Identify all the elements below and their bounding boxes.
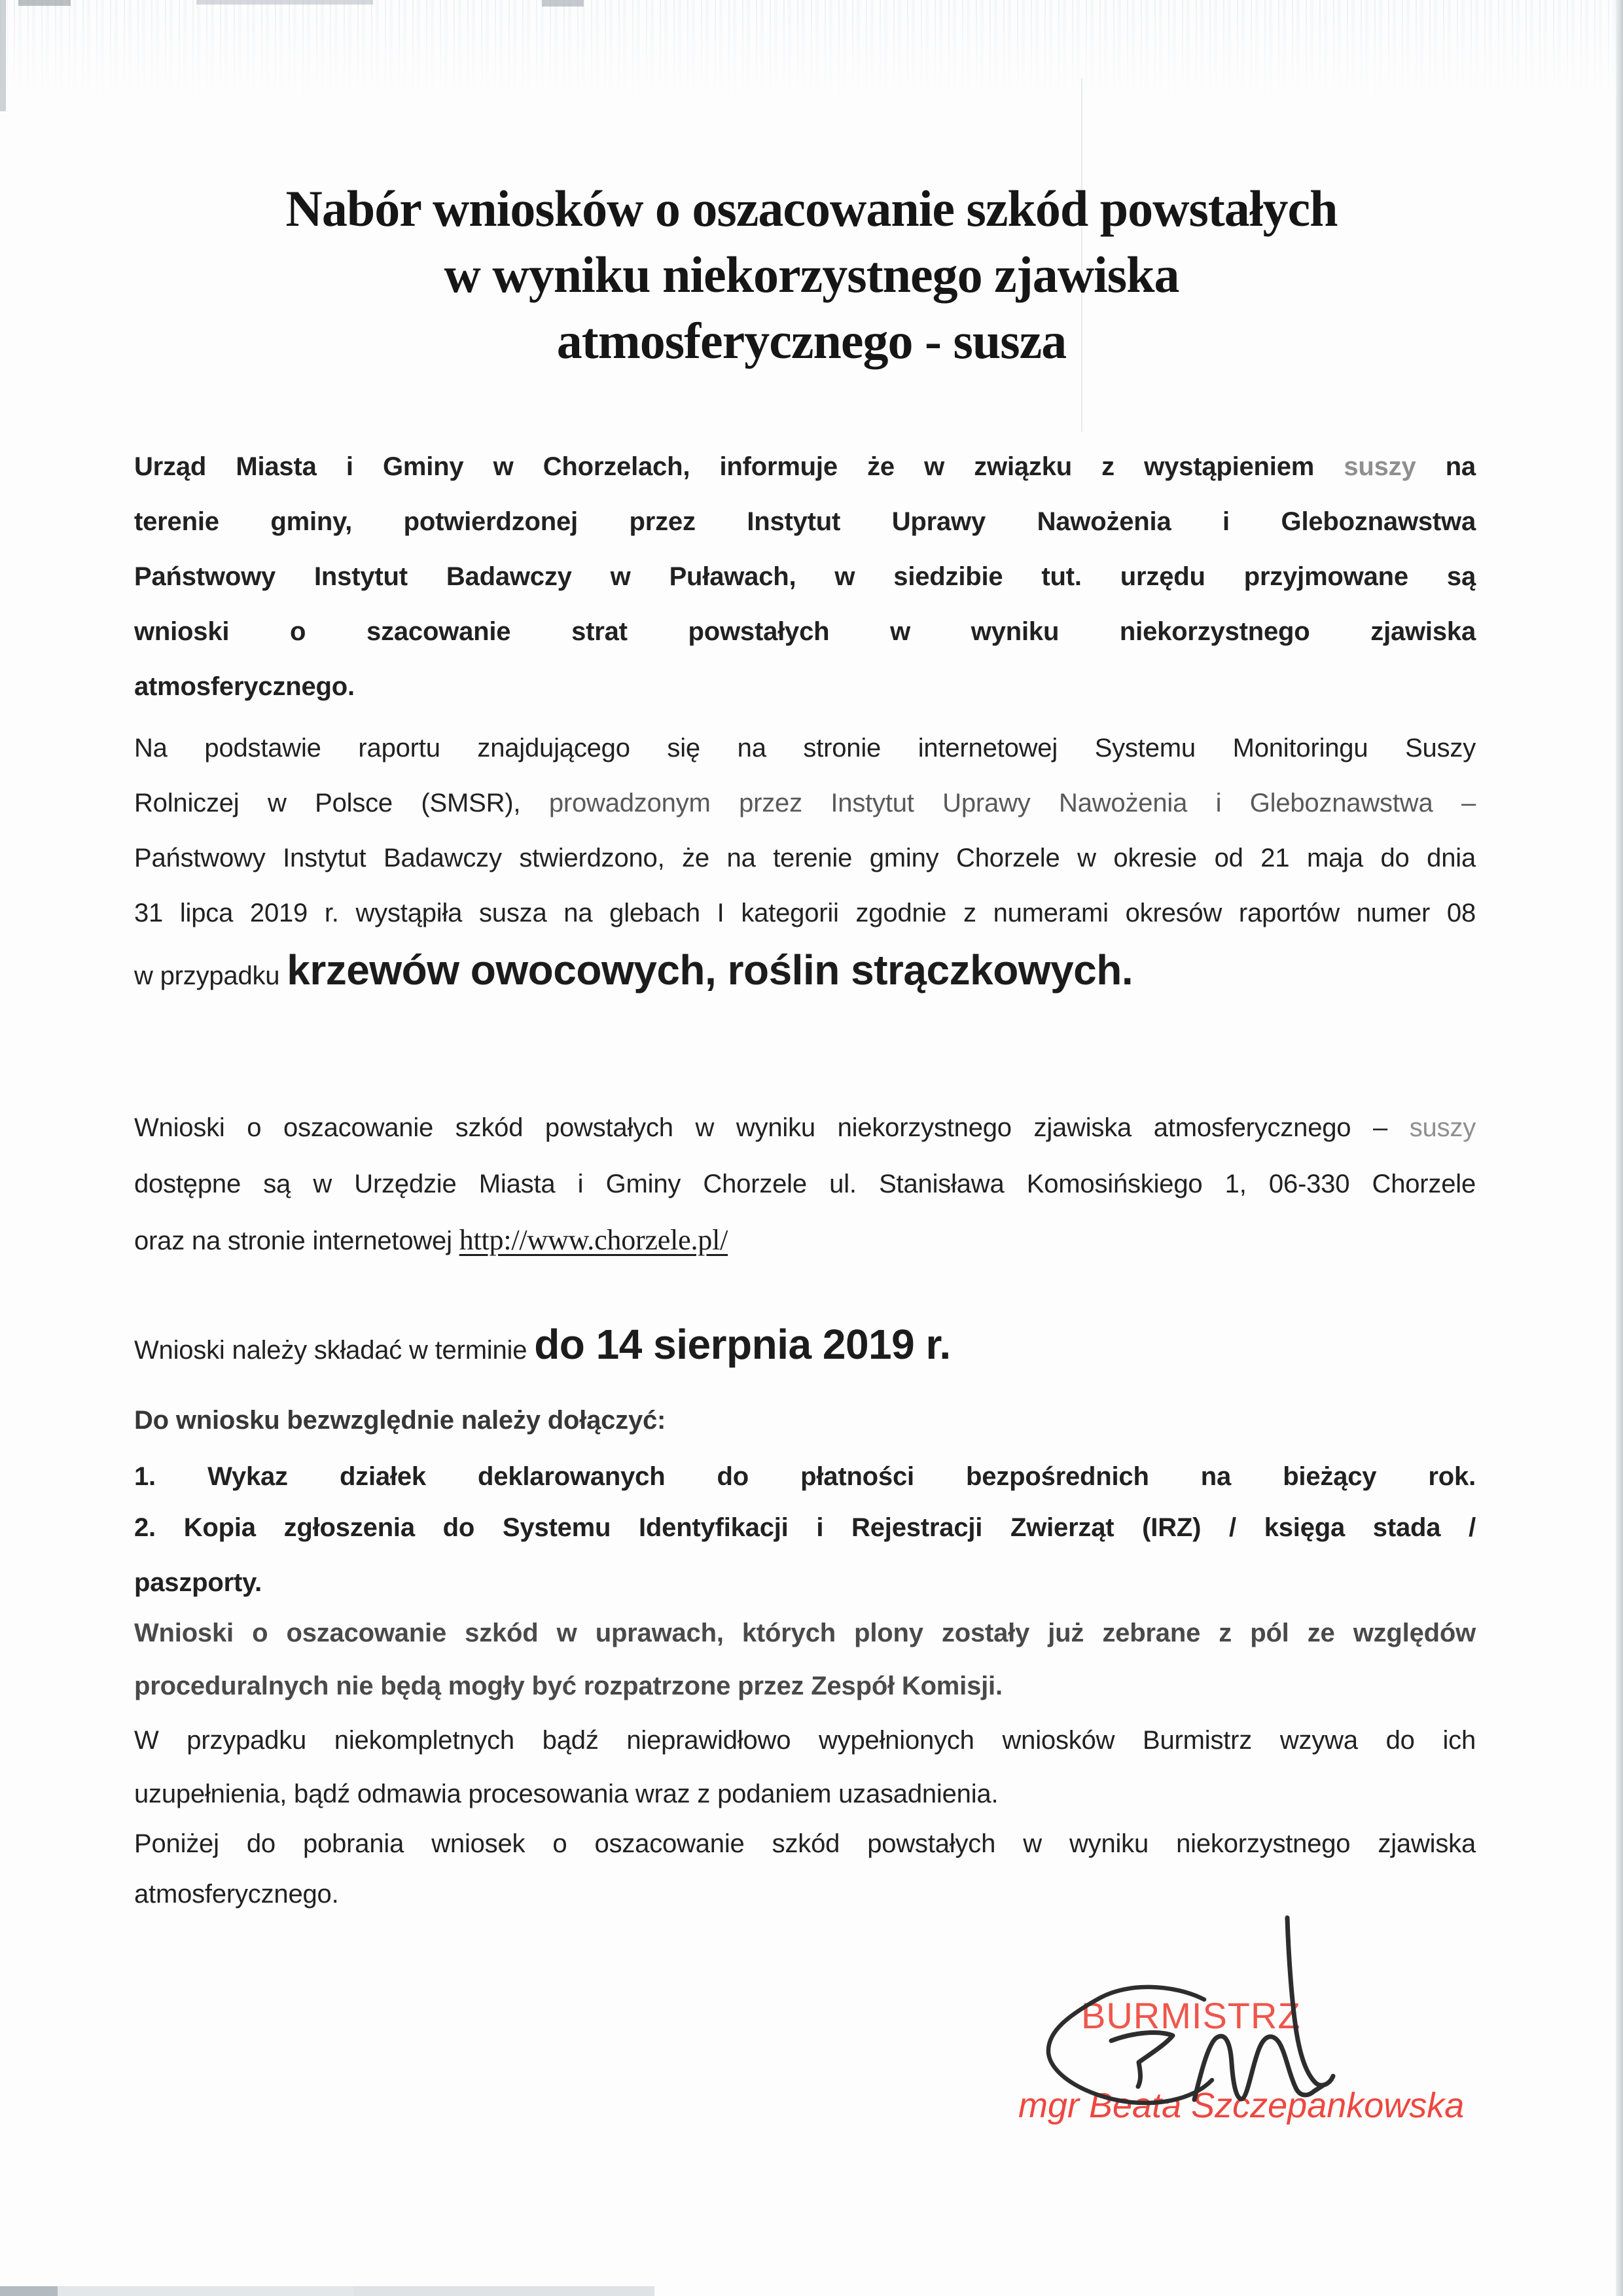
deadline-line — [134, 1314, 1476, 1374]
text-segment: Urząd Miasta i Gminy w Chorzelach, informuje że w związku z wystąpieniem — [134, 452, 1344, 481]
text-line — [134, 937, 1476, 1003]
muted-word-suszy: suszy — [1409, 1113, 1476, 1142]
text-line: proceduralnych nie będą mogły być rozpatrzone przez Zespół Komisji. — [134, 1672, 1003, 1700]
text-segment: na — [1416, 452, 1476, 481]
signature-inner-scribble — [1111, 2033, 1173, 2087]
paragraph-intro — [134, 439, 1476, 714]
incomplete-paragraph — [134, 1713, 1476, 1821]
text-line: 1. Wykaz działek deklarowanych do płatności bezpośrednich na bieżący rok. — [134, 1462, 1476, 1491]
text-line — [134, 1212, 1476, 1268]
text-line: paszporty. — [134, 1568, 262, 1597]
text-line: atmosferycznego. — [134, 1880, 339, 1909]
scan-artifact-top-streaks — [0, 0, 1623, 98]
document-title — [0, 175, 1623, 374]
crops-emphasis: krzewów owocowych, roślin strączkowych. — [287, 946, 1133, 994]
crops-emphasis-line — [134, 937, 1476, 1003]
text-line: 2. Kopia zgłoszenia do Systemu Identyfikacji i Rejestracji Zwierząt (IRZ) / księga stada / — [134, 1513, 1476, 1542]
signature-long-stroke — [1287, 1918, 1333, 2085]
text-segment: Rolniczej w Polsce (SMSR), — [134, 789, 549, 817]
text-segment: Wnioski należy składać w terminie — [134, 1336, 535, 1365]
text-line: Na podstawie raportu znajdującego się na stronie internetowej Systemu Monitoringu Suszy — [134, 734, 1476, 762]
text-line: 31 lipca 2019 r. wystąpiła susza na glebach I kategorii zgodnie z numerami okresów raportów numer 08 — [134, 899, 1476, 927]
signature-oval-loop — [1048, 1987, 1212, 2103]
text-line: dostępne są w Urzędzie Miasta i Gminy Chorzele ul. Stanisława Komosińskiego 1, 06-330 Chorzele — [134, 1170, 1476, 1198]
paragraph-availability — [134, 1100, 1476, 1268]
text-line: wnioski o szacowanie strat powstałych w wyniku niekorzystnego zjawiska — [134, 617, 1476, 646]
title-line-2: w wyniku niekorzystnego zjawiska — [444, 246, 1179, 303]
scan-artifact-bottom-smudge — [0, 2286, 733, 2296]
text-line: uzupełnienia, bądź odmawia procesowania wraz z podaniem uzasadnienia. — [134, 1780, 999, 1808]
attachment-item-1 — [134, 1449, 1476, 1504]
warning-paragraph — [134, 1607, 1476, 1713]
text-line: Państwowy Instytut Badawczy w Puławach, w siedzibie tut. urzędu przyjmowane są — [134, 562, 1476, 591]
text-segment-gray: prowadzonym przez Instytut Uprawy Nawożenia i Gleboznawstwa – — [548, 789, 1476, 817]
text-line: Państwowy Instytut Badawczy stwierdzono, że na terenie gminy Chorzele w okresie od 21 maja do dnia — [134, 844, 1476, 872]
text-segment: oraz na stronie internetowej — [134, 1227, 459, 1255]
mayor-stamp-name: mgr Beata Szczepankowska — [1018, 2086, 1465, 2125]
website-link[interactable]: http://www.chorzele.pl/ — [459, 1224, 728, 1256]
text-line: Poniżej do pobrania wniosek o oszacowanie szkód powstałych w wyniku niekorzystnego zjawiska — [134, 1829, 1476, 1858]
text-line — [134, 776, 1476, 831]
text-line: Wnioski o oszacowanie szkód w uprawach, których plony zostały już zebrane z pól ze względów — [134, 1619, 1476, 1647]
text-line: W przypadku niekompletnych bądź nieprawidłowo wypełnionych wniosków Burmistrz wzywa do ich — [134, 1726, 1476, 1755]
text-line — [134, 1314, 1476, 1374]
muted-word-suszy: suszy — [1344, 452, 1416, 481]
text-segment: w przypadku — [134, 961, 287, 990]
download-paragraph — [134, 1819, 1476, 1920]
attachment-item-2 — [134, 1500, 1476, 1610]
scan-artifact-top-smudge — [542, 0, 584, 7]
handwritten-signature — [1008, 1911, 1374, 2134]
scan-artifact-top-smudge — [18, 0, 71, 6]
text-line — [134, 439, 1476, 494]
deadline-date: do 14 sierpnia 2019 r. — [534, 1321, 951, 1368]
paragraph-report — [134, 721, 1476, 941]
attachments-heading — [134, 1393, 1476, 1448]
scan-artifact-left-edge — [0, 0, 6, 111]
mayor-stamp-title: BURMISTRZ — [1081, 1995, 1301, 2036]
scan-artifact-top-smudge — [196, 0, 373, 5]
text-segment: Wnioski o oszacowanie szkód powstałych w wyniku niekorzystnego zjawiska atmosferycznego – — [134, 1113, 1410, 1142]
text-line: terenie gminy, potwierdzonej przez Instytut Uprawy Nawożenia i Gleboznawstwa — [134, 507, 1476, 536]
title-line-1: Nabór wniosków o oszacowanie szkód powstałych — [285, 180, 1338, 237]
title-line-3: atmosferycznego - susza — [556, 312, 1067, 369]
text-line — [134, 1100, 1476, 1156]
text-line: atmosferycznego. — [134, 672, 355, 701]
text-line: Do wniosku bezwzględnie należy dołączyć: — [134, 1406, 666, 1435]
